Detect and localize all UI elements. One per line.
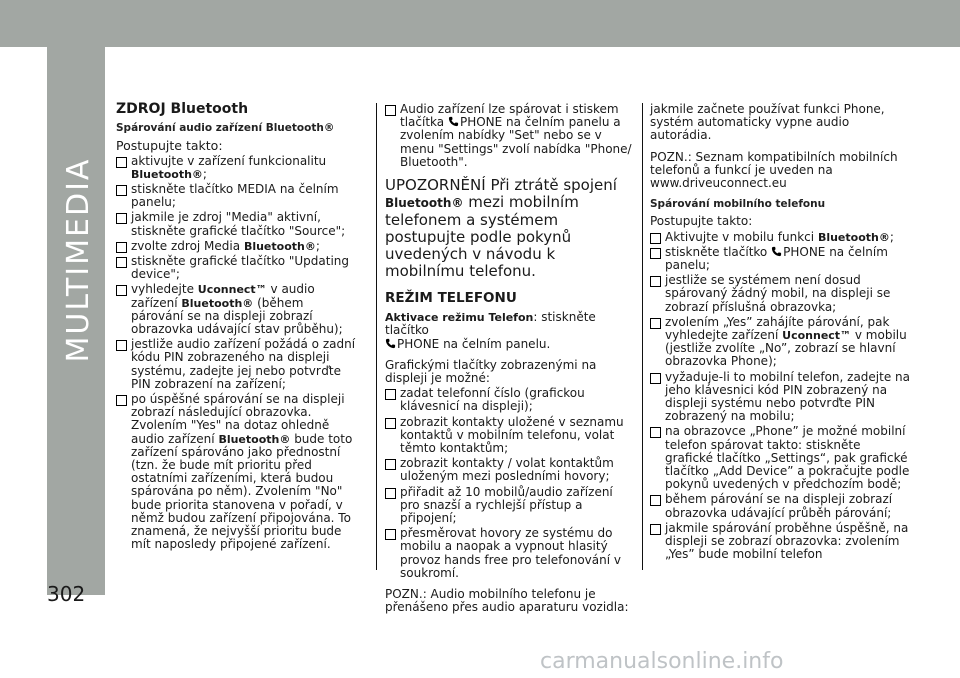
- list-item: [116, 283, 356, 336]
- checkbox-icon: [650, 318, 661, 329]
- list-item-text: vyhledejte Uconnect™ v audio zařízení Bluetooth® (během párování se na displeji zobrazí obrazovka udávající stav průběhu);: [131, 282, 343, 337]
- list-item-text: zadat telefonní číslo (grafickou klávesnicí na displeji);: [400, 386, 585, 414]
- checkbox-icon: [650, 495, 661, 506]
- list-item: [650, 246, 910, 272]
- phone-icon: [448, 116, 459, 127]
- list-item: [385, 416, 635, 456]
- warning-text: mezi mobilním telefonem a systémem postupujte podle pokynů uvedených v návodu k mobilnímu telefonu.: [385, 193, 579, 281]
- checkbox-icon: [650, 427, 661, 438]
- graphic-intro: Grafickými tlačítky zobrazenými na displeji je možné:: [385, 357, 597, 386]
- list-item: [650, 425, 910, 491]
- section-title-phone-mode: REŽIM TELEFONU: [385, 290, 517, 307]
- list-item: [650, 493, 910, 519]
- checkbox-icon: [116, 185, 127, 196]
- intro-text: Postupujte takto:: [116, 138, 223, 154]
- warning-block: UPOZORNĚNÍ Při ztrátě spojení Bluetooth® mezi mobilním telefonem a systémem postupujte podle pokynů uvedených v návodu k mobilnímu telefonu.: [385, 176, 617, 281]
- checkbox-icon: [385, 529, 396, 540]
- checkbox-icon: [385, 418, 396, 429]
- list-item-text: po úspěšné spárování se na displeji zobrazí následující obrazovka. Zvolením "Yes" na dotaz ohledně audio zařízení Bluetooth® bude toto zařízení spárováno jako přednostní (tzn. že bude mít prioritu před ostatními zařízeními, která budou spárována po něm). Zvolením "No" bude priorita stanovena v pořadí, v němž budou zařízení připojována. To znamená, že nejvyšší prioritu bude mít naposledy připojené zařízení.: [131, 392, 353, 552]
- subtitle-bluetooth: Bluetooth®: [265, 122, 335, 135]
- top-band: [0, 0, 960, 47]
- column-3: [650, 103, 910, 564]
- checkbox-icon: [116, 242, 127, 253]
- watermark: carmanualsonline.info: [540, 649, 784, 674]
- checkbox-icon: [116, 213, 127, 224]
- list-item-text: stiskněte tlačítko MEDIA na čelním panelu;: [131, 182, 339, 210]
- note-audio: POZN.: Audio mobilního telefonu je přenášeno přes audio aparaturu vozidla:: [385, 587, 629, 615]
- list-item: [116, 393, 356, 551]
- checkbox-icon: [385, 105, 396, 116]
- list-item-text: přiřadit až 10 mobilů/audio zařízení pro snazší a rychlejší přístup a připojení;: [400, 484, 613, 526]
- list-item-text: na obrazovce „Phone” je možné mobilní telefon spárovat takto: stiskněte grafické tlačítko „Settings“, pak grafické tlačítko „Add Device” a pokračujte podle pokynů uvedených v předchozím bodě;: [665, 424, 910, 492]
- section-title-bluetooth: ZDROJ Bluetooth: [116, 101, 249, 117]
- list-item-text: jakmile je zdroj "Media" aktivní, stiskněte grafické tlačítko "Source";: [131, 210, 346, 238]
- activation-text: Aktivace režimu Telefon: stiskněte tlačítko PHONE na čelním panelu.: [385, 310, 596, 351]
- list-item: [385, 527, 635, 580]
- list-item-text: vyžaduje-li to mobilní telefon, zadejte na jeho klávesnici kód PIN zobrazený na displeji systému nebo potvrďte PIN zobrazený na mobilu;: [665, 369, 910, 424]
- checkbox-icon: [650, 233, 661, 244]
- list-item: [116, 255, 356, 281]
- column-divider-1: [376, 103, 377, 570]
- list-item-text: zvolením „Yes” zahájíte párování, pak vyhledejte zařízení Uconnect™ v mobilu (jestliže zvolíte „No”, zobrazí se hlavní obrazovka Phone);: [665, 314, 907, 369]
- subtitle-text: Spárování audio zařízení: [116, 122, 263, 135]
- list-item: [385, 387, 635, 413]
- list-item: [116, 211, 356, 237]
- checkbox-icon: [116, 157, 127, 168]
- list-item-text: jestliže se systémem není dosud spárovaný žádný mobil, na displeji se zobrazí příslušná obrazovka;: [665, 273, 891, 314]
- checkbox-icon: [650, 373, 661, 384]
- warning-title: UPOZORNĚNÍ Při ztrátě spojení: [385, 176, 617, 195]
- checkbox-icon: [650, 276, 661, 287]
- list-item-text: aktivujte v zařízení funkcionalitu Bluetooth®;: [131, 153, 327, 181]
- list-item-text: Audio zařízení lze spárovat i stiskem tlačítka PHONE na čelním panelu a zvolením nabídky "Set" nebo se v menu "Settings" zvolí nabídka "Phone/ Bluetooth".: [400, 102, 632, 169]
- list-item-text: Aktivujte v mobilu funkci Bluetooth®;: [665, 229, 894, 244]
- phone-audio-text: jakmile začnete používat funkci Phone, systém automaticky vypne audio autorádia.: [650, 102, 885, 143]
- list-item-text: stiskněte grafické tlačítko "Updating device";: [131, 254, 350, 282]
- checkbox-icon: [116, 395, 127, 406]
- checkbox-icon: [650, 248, 661, 259]
- column-2: [385, 103, 635, 616]
- list-item: [650, 316, 910, 369]
- list-item-text: jestliže audio zařízení požádá o zadní kódu PIN zobrazeného na displeji systému, zadejte jej nebo potvrďte PIN zobrazení na zařízení;: [131, 337, 356, 391]
- checkbox-icon: [385, 459, 396, 470]
- list-item: [116, 155, 356, 181]
- phone-icon: [771, 246, 782, 257]
- checkbox-icon: [116, 257, 127, 268]
- list-item: [116, 338, 356, 391]
- list-item: [650, 371, 910, 424]
- list-item-text: zvolte zdroj Media Bluetooth®;: [131, 238, 320, 253]
- list-item-text: přesměrovat hovory ze systému do mobilu a naopak a vypnout hlasitý provoz hands free pro telefonování v soukromí.: [400, 526, 621, 580]
- list-item-text: stiskněte tlačítko PHONE na čelním panelu;: [665, 244, 888, 273]
- list-item: [385, 103, 635, 169]
- checkbox-icon: [116, 340, 127, 351]
- list-item-text: zobrazit kontakty uložené v seznamu kontaktů v mobilním telefonu, volat těmto kontaktům;: [400, 414, 624, 456]
- column-divider-2: [642, 103, 643, 570]
- list-item: [116, 240, 356, 253]
- subsection-title-pairing-phone: Spárování mobilního telefonu: [650, 198, 826, 211]
- list-item-text: jakmile spárování proběhne úspěšně, na displeji se zobrazí obrazovka: zvolením „Yes” bude mobilní telefon: [665, 520, 909, 562]
- list-item-text: během párování se na displeji zobrazí obrazovka udávající průběh párování;: [665, 492, 893, 520]
- list-item: [650, 231, 910, 244]
- checkbox-icon: [385, 389, 396, 400]
- phone-icon: [385, 338, 396, 349]
- checkbox-icon: [116, 285, 127, 296]
- checkbox-icon: [650, 524, 661, 535]
- list-item: [650, 522, 910, 562]
- list-item: [385, 457, 635, 483]
- subsection-title-pairing-audio: [116, 122, 356, 135]
- list-item: [385, 486, 635, 526]
- list-item: [650, 274, 910, 314]
- column-1: [116, 103, 356, 554]
- intro-text: Postupujte takto:: [650, 214, 753, 229]
- chapter-label: MULTIMEDIA: [61, 157, 96, 363]
- page-number: 302: [47, 582, 86, 606]
- checkbox-icon: [385, 488, 396, 499]
- note-compatibility: POZN.: Seznam kompatibilních mobilních telefonů a funkcí je uveden na www.driveuconnect.eu: [650, 149, 898, 191]
- list-item: [116, 183, 356, 209]
- list-item-text: zobrazit kontakty / volat kontaktům uloženým mezi posledními hovory;: [400, 456, 614, 484]
